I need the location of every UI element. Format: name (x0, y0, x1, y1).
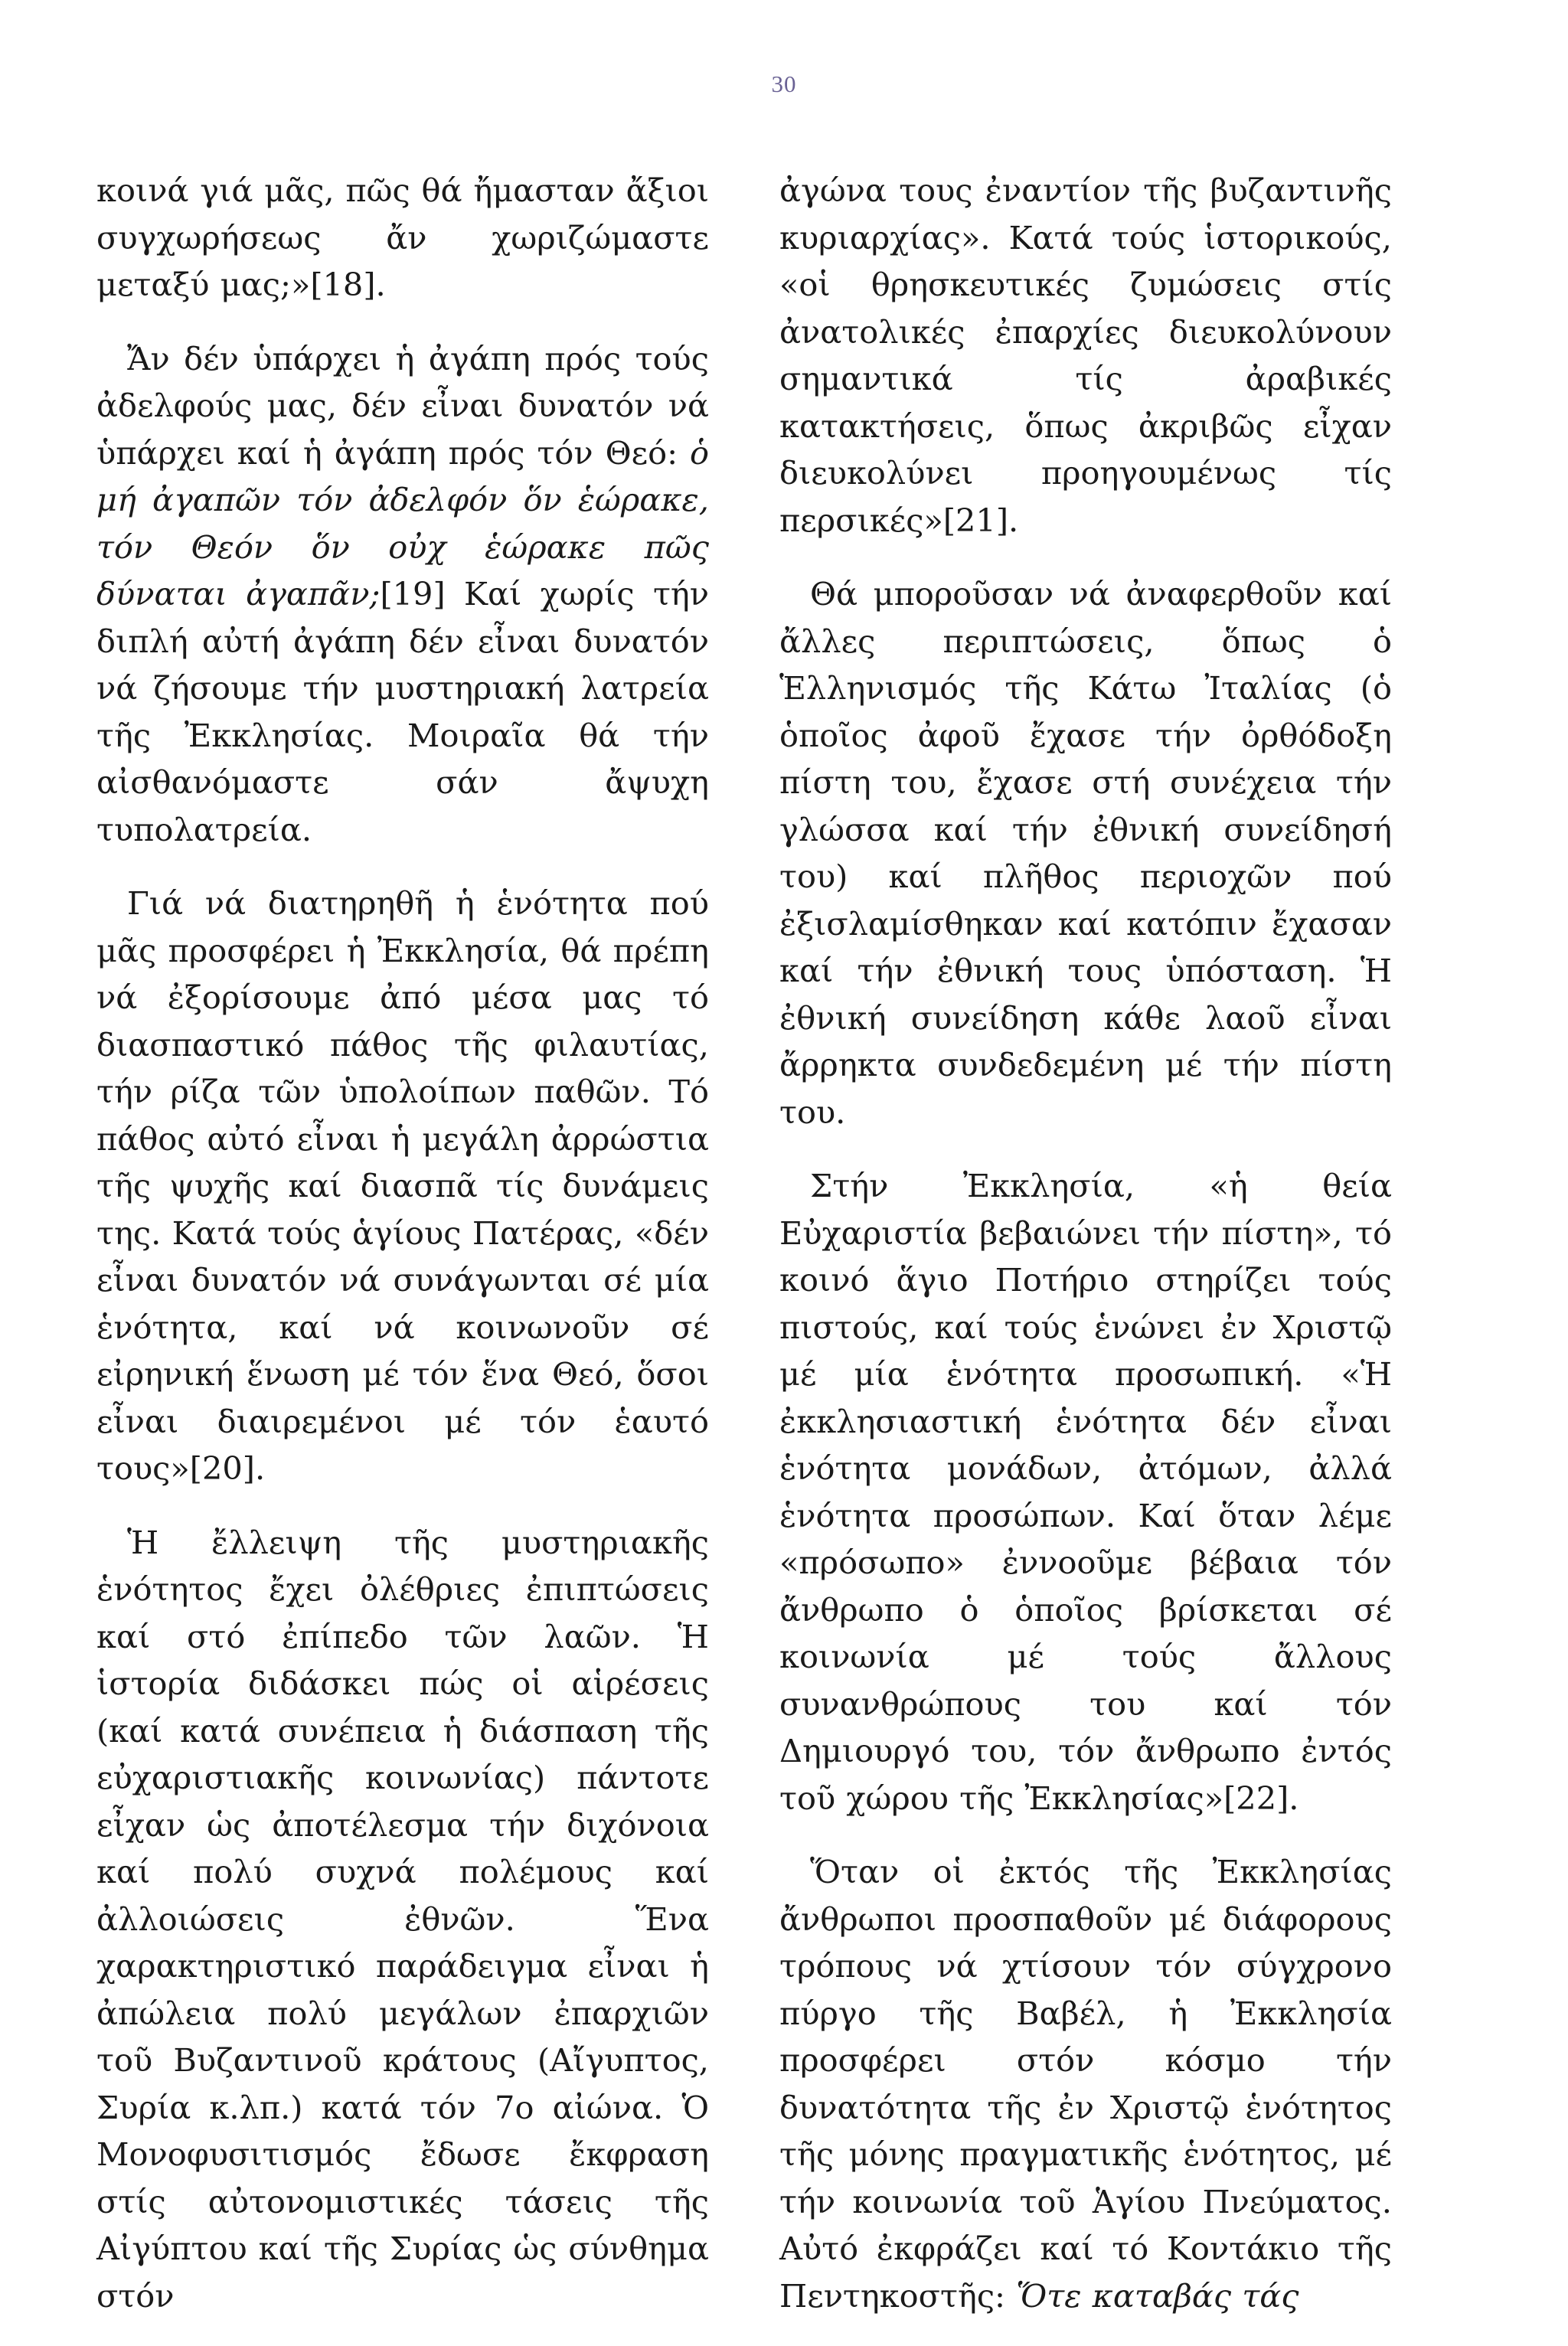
right-column (779, 167, 1392, 2346)
paragraph: Ἡ ἔλλειψη τῆς μυστηριακῆς ἑνότητος ἔχει ὀλέθριες ἐπιπτώσεις καί στό ἐπίπεδο τῶν λαῶν. Ἡ ἱστορία διδάσκει πώς οἱ αἱρέσεις (καί κατά συνέπεια ἡ διάσπαση τῆς εὐχαριστιακῆς κοινωνίας) πάντοτε εἶχαν ὡς ἀποτέλεσμα τήν διχόνοια καί πολύ συχνά πολέμους καί ἀλλοιώσεις ἐθνῶν. Ἕνα χαρακτηριστικό παράδειγμα εἶναι ἡ ἀπώλεια πολύ μεγάλων ἐπαρχιῶν τοῦ Βυζαντινοῦ κράτους (Αἴγυπτος, Συρία κ.λπ.) κατά τόν 7ο αἰώνα. Ὁ Μονοφυσιτισμός ἔδωσε ἔκφραση στίς αὐτονομιστικές τάσεις τῆς Αἰγύπτου καί τῆς Συρίας ὡς σύνθημα στόν (96, 1523, 709, 2315)
paragraph: κοινά γιά μᾶς, πῶς θά ἤμασταν ἄξιοι συγχωρήσεως ἄν χωριζώμαστε μεταξύ μας;»[18]. (96, 172, 709, 303)
paragraph (96, 335, 709, 854)
paragraph: Θά μποροῦσαν νά ἀναφερθοῦν καί ἄλλες περιπτώσεις, ὅπως ὁ Ἑλληνισμός τῆς Κάτω Ἰταλίας (ὁ ὁποῖος ἀφοῦ ἔχασε τήν ὀρθόδοξη πίστη του, ἔχασε στή συνέχεια τήν γλώσσα καί τήν ἐθνική συνείδησή του) καί πλῆθος περιοχῶν πού ἐξισλαμίσθηκαν καί κατόπιν ἔχασαν καί τήν ἐθνική τους ὑπόσταση. Ἡ ἐθνική συνείδηση κάθε λαοῦ εἶναι ἄρρηκτα συνδεδεμένη μέ τήν πίστη του. (779, 575, 1392, 1131)
page-number: 30 (771, 70, 797, 97)
paragraph: Γιά νά διατηρηθῆ ἡ ἑνότητα πού μᾶς προσφέρει ἡ Ἐκκλησία, θά πρέπη νά ἐξορίσουμε ἀπό μέσα μας τό διασπαστικό πάθος τῆς φιλαυτίας, τήν ρίζα τῶν ὑπολοίπων παθῶν. Τό πάθος αὐτό εἶναι ἡ μεγάλη ἀρρώστια τῆς ψυχῆς καί διασπᾶ τίς δυνάμεις της. Κατά τούς ἁγίους Πατέρας, «δέν εἶναι δυνατόν νά συνάγωνται σέ μία ἑνότητα, καί νά κοινωνοῦν σέ εἰρηνική ἕνωση μέ τόν ἕνα Θεό, ὅσοι εἶναι διαιρεμένοι μέ τόν ἑαυτό τους»[20]. (96, 884, 709, 1487)
paragraph-text: Ὅταν οἱ ἐκτός τῆς Ἐκκλησίας ἄνθρωποι προσπαθοῦν μέ διάφορους τρόπους νά χτίσουν τόν σύγχρονο πύργο τῆς Βαβέλ, ἡ Ἐκκλησία προσφέρει στόν κόσμο τήν δυνατότητα τῆς ἐν Χριστῷ ἑνότητος τῆς μόνης πραγματικῆς ἑνότητος, μέ τήν κοινωνία τοῦ Ἁγίου Πνεύματος. Αὐτό ἐκφράζει καί τό Κοντάκιο τῆς Πεντηκοστῆς: (779, 1853, 1392, 2315)
left-column (96, 167, 709, 2346)
scripture-quote: ὁ μή ἀγαπῶν τόν ἀδελφόν ὅν ἑώρακε, τόν Θεόν ὅν οὐχ ἑώρακε πῶς δύναται ἀγαπᾶν; (96, 433, 709, 613)
paragraph (779, 1848, 1392, 2319)
paragraph: ἀγώνα τους ἐναντίον τῆς βυζαντινῆς κυριαρχίας». Κατά τούς ἱστορικούς, «οἱ θρησκευτικές ζυμώσεις στίς ἀνατολικές ἐπαρχίες διευκολύνουν σημαντικά τίς ἀραβικές κατακτήσεις, ὅπως ἀκριβῶς εἶχαν διευκολύνει προηγουμένως τίς περσικές»[21]. (779, 172, 1392, 539)
paragraph-text: Ἄν δέν ὑπάρχει ἡ ἀγάπη πρός τούς ἀδελφούς μας, δέν εἶναι δυνατόν νά ὑπάρχει καί ἡ ἀγάπη πρός τόν Θεό: (96, 339, 709, 472)
paragraph: Στήν Ἐκκλησία, «ἡ θεία Εὐχαριστία βεβαιώνει τήν πίστη», τό κοινό ἅγιο Ποτήριο στηρίζει τούς πιστούς, καί τούς ἑνώνει ἐν Χριστῷ μέ μία ἑνότητα προσωπική. «Ἡ ἐκκλησιαστική ἑνότητα δέν εἶναι ἑνότητα μονάδων, ἀτόμων, ἀλλά ἑνότητα προσώπων. Καί ὅταν λέμε «πρόσωπο» ἐννοοῦμε βέβαια τόν ἄνθρωπο ὁ ὁποῖος βρίσκεται σέ κοινωνία μέ τούς ἄλλους συνανθρώπους του καί τόν Δημιουργό του, τόν ἄνθρωπο ἐντός τοῦ χώρου τῆς Ἐκκλησίας»[22]. (779, 1167, 1392, 1817)
kontakion-quote: Ὅτε καταβάς τάς (1016, 2276, 1299, 2315)
paragraph-text: [19] Καί χωρίς τήν διπλή αὐτή ἀγάπη δέν εἶναι δυνατόν νά ζήσουμε τήν μυστηριακή λατρεία τῆς Ἐκκλησίας. Μοιραῖα θά τήν αἰσθανόμαστε σάν ἄψυχη τυπολατρεία. (96, 575, 709, 848)
